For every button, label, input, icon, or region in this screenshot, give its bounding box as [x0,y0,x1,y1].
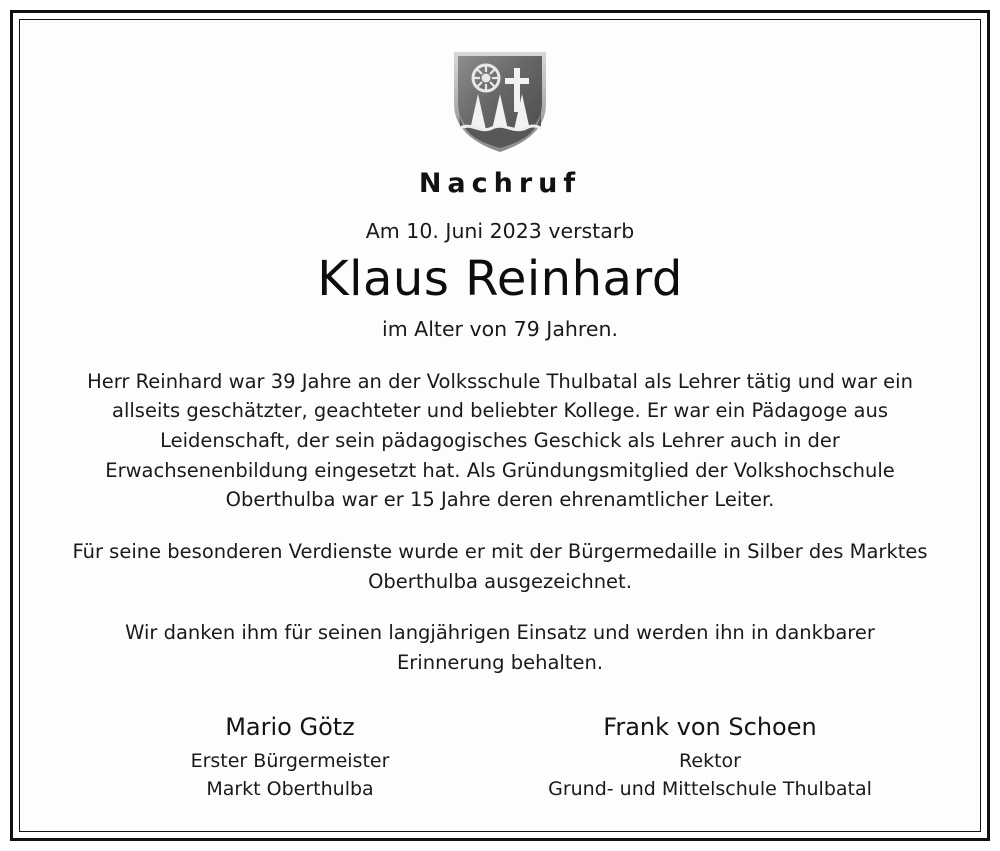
signatory-organisation: Grund- und Mittelschule Thulbatal [548,777,872,800]
page-title: Nachruf [418,168,582,199]
signatory-organisation: Markt Oberthulba [206,777,374,800]
coat-of-arms-oberthulba-icon [448,42,552,154]
outer-border [10,10,990,841]
signatory-name: Mario Götz [225,713,355,742]
notice-paragraph: Für seine besonderen Verdienste wurde er mit der Bürgermedaille in Silber des Marktes Oberthulba ausgezeichnet. [72,539,928,593]
notice-paragraph: Herr Reinhard war 39 Jahre an der Volksschule Thulbatal als Lehrer tätig und war ein allseits geschätzter, geachteter und beliebter Kollege. Er war ein Pädagoge aus Leidenschaft, der sein pädagogisches Geschick als Lehrer auch in der Erwachsenenbildung eingesetzt hat. Als Gründungsmitglied der Volkshochschule Oberthulba war er 15 Jahre deren ehrenamtlicher Leiter. [87,369,913,512]
signatory [500,713,920,803]
signatory [80,713,500,803]
signatory-role: Erster Bürgermeister [190,750,390,773]
notice-paragraph: Wir danken ihm für seinen langjährigen Einsatz und werden ihn in dankbarer Erinnerung behalten. [125,621,875,674]
signatory-role: Rektor [679,750,741,773]
notice-body [70,367,930,678]
notice-card [19,19,981,832]
deceased-name: Klaus Reinhard [317,251,683,307]
signature-block [80,713,920,803]
death-date-line: Am 10. Juni 2023 verstarb [365,219,635,243]
signatory-name: Frank von Schoen [603,713,817,742]
age-line: im Alter von 79 Jahren. [382,316,618,341]
